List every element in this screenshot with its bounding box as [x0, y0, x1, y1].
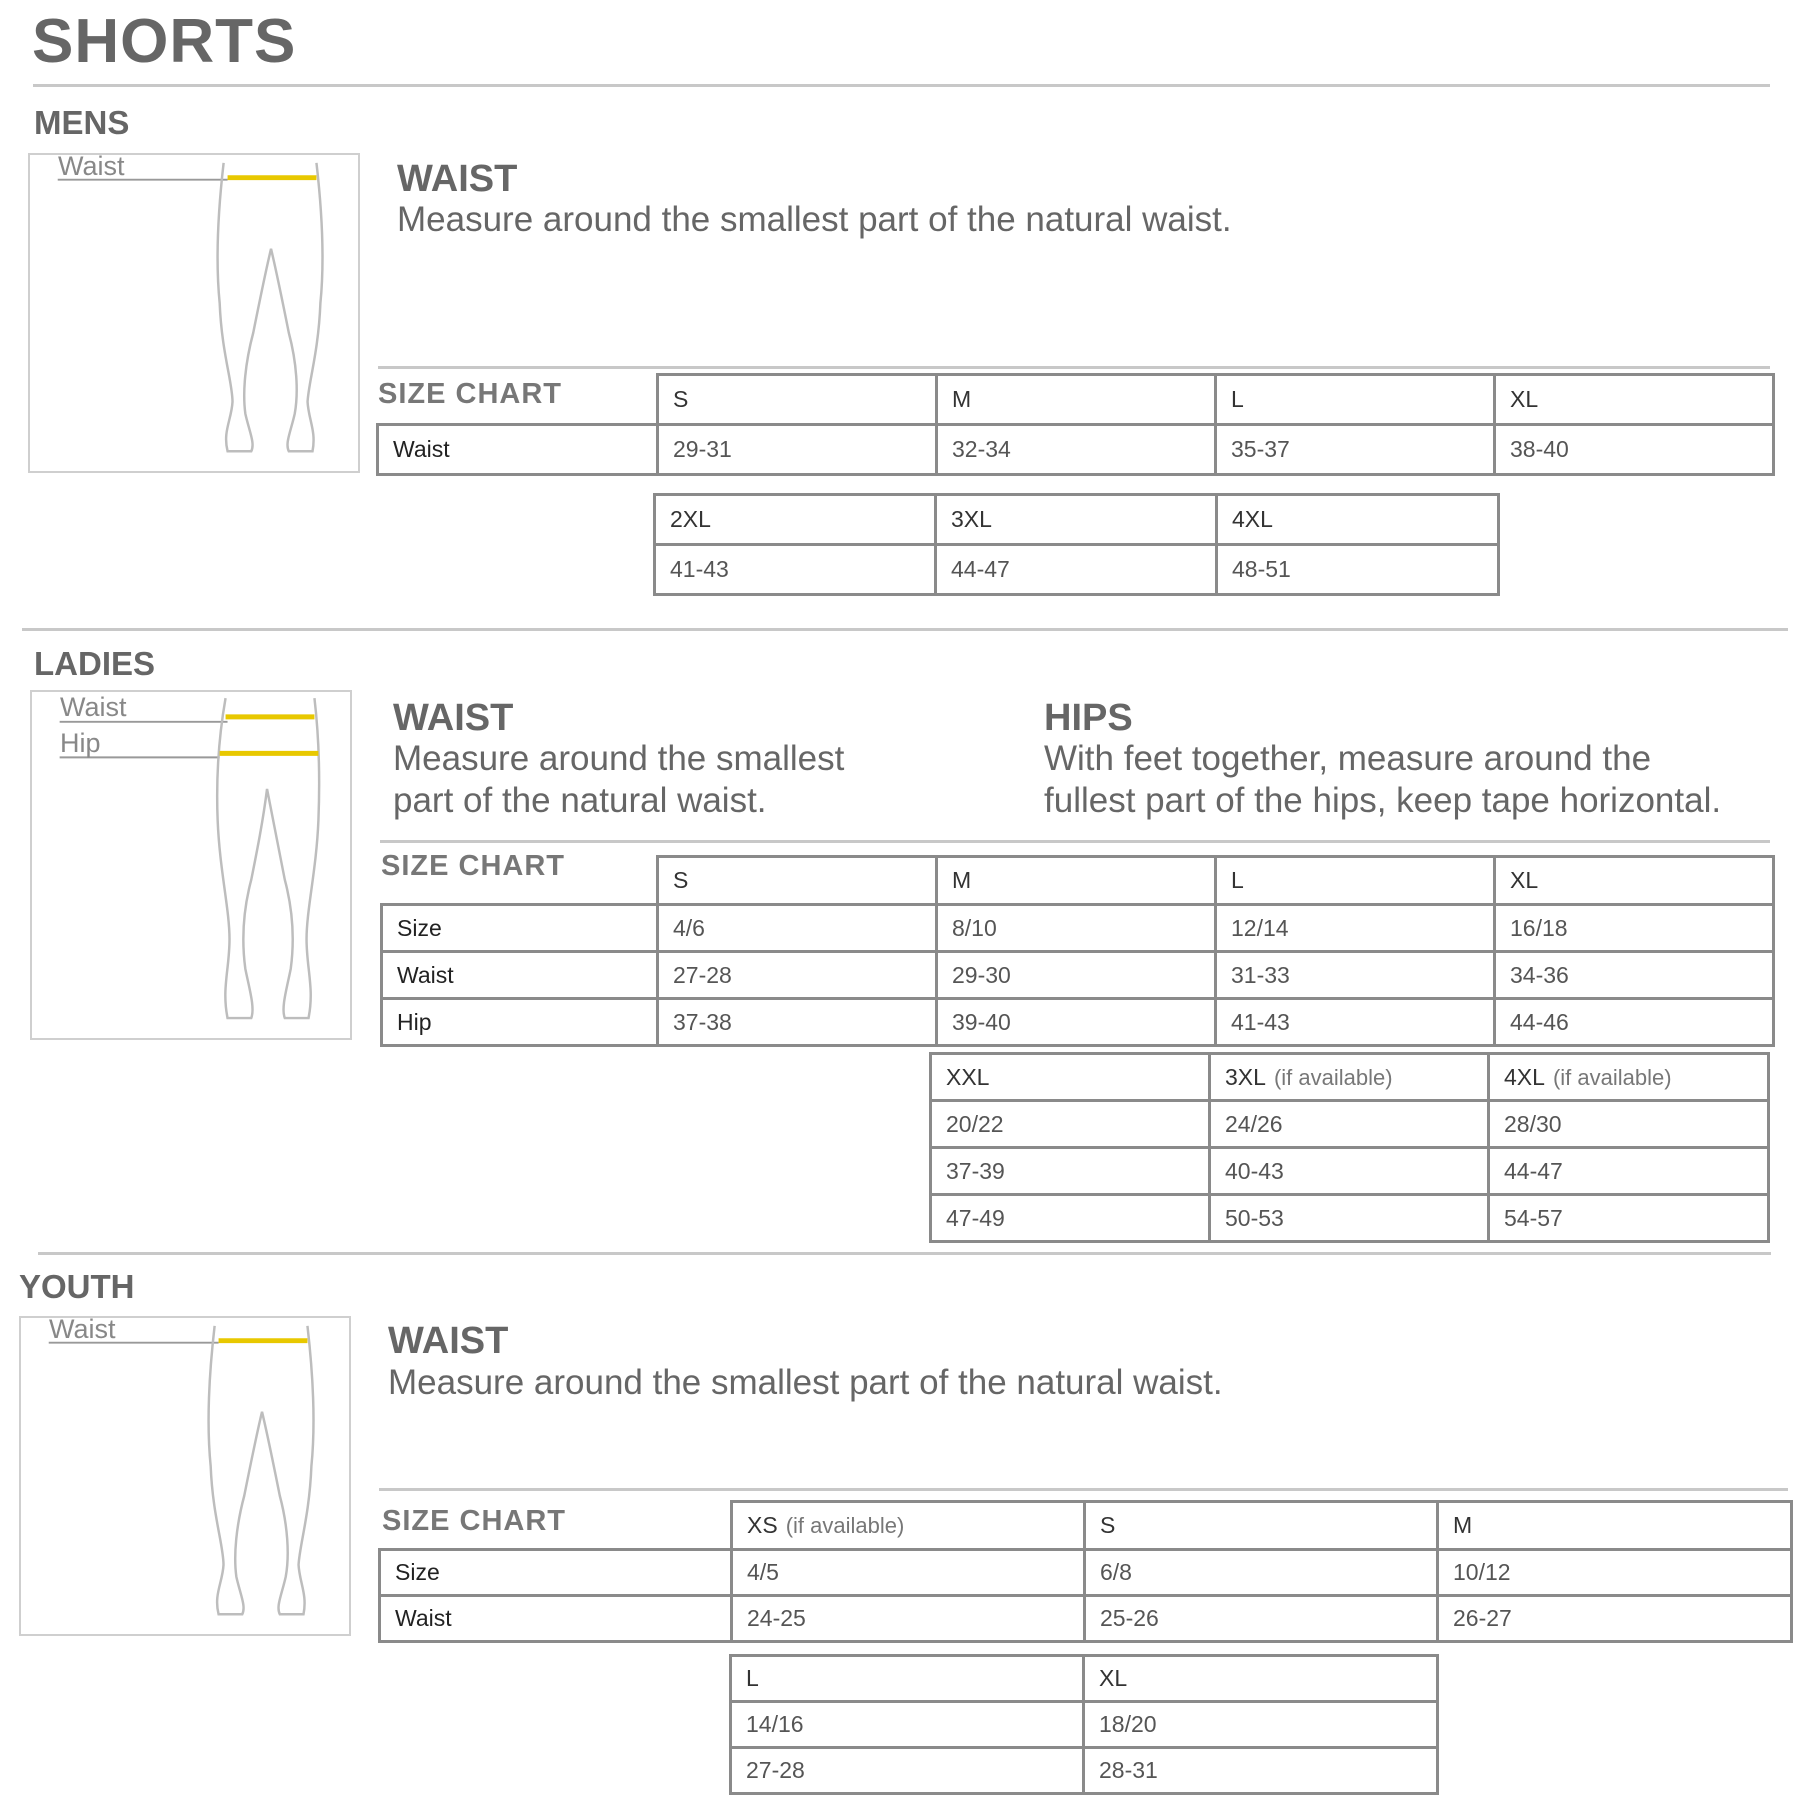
- size-header: L: [1216, 375, 1495, 425]
- table-cell: 6/8: [1085, 1550, 1438, 1596]
- availability-note: (if available): [1552, 1064, 1672, 1090]
- table-cell: 44-46: [1495, 999, 1774, 1046]
- size-header: S: [1085, 1502, 1438, 1550]
- row-label: Waist: [382, 952, 658, 999]
- row-label: Waist: [378, 425, 658, 475]
- row-label: Size: [380, 1550, 732, 1596]
- table-corner: [380, 1502, 732, 1550]
- table-cell: 12/14: [1216, 905, 1495, 952]
- mens-waist-heading: WAIST: [397, 158, 518, 200]
- mens-size-table: [376, 373, 1775, 476]
- mens-chart-divider: [378, 366, 1770, 369]
- figure-label-waist: Waist: [58, 151, 125, 181]
- table-cell: 54-57: [1489, 1195, 1769, 1242]
- ladies-size-table: [380, 855, 1775, 1047]
- section-divider: [38, 1252, 1771, 1255]
- youth-size-table: [378, 1500, 1793, 1643]
- table-cell: 16/18: [1495, 905, 1774, 952]
- youth-chart-label: SIZE CHART: [382, 1505, 566, 1537]
- table-cell: 38-40: [1495, 425, 1774, 475]
- row-label: Size: [382, 905, 658, 952]
- size-header: 2XL: [655, 495, 936, 545]
- table-corner: [378, 375, 658, 425]
- page-title: SHORTS: [32, 7, 297, 76]
- size-header: 4XL: [1217, 495, 1499, 545]
- size-header: XS (if available): [732, 1502, 1085, 1550]
- table-cell: 31-33: [1216, 952, 1495, 999]
- table-cell: 40-43: [1210, 1148, 1489, 1195]
- table-cell: 44-47: [936, 545, 1217, 595]
- figure-label-waist: Waist: [49, 1314, 116, 1344]
- table-cell: 25-26: [1085, 1596, 1438, 1642]
- table-cell: 37-38: [658, 999, 937, 1046]
- ladies-section-title: LADIES: [34, 645, 156, 682]
- table-cell: 32-34: [937, 425, 1216, 475]
- youth-waist-text: Measure around the smallest part of the natural waist.: [388, 1363, 1223, 1402]
- table-cell: 35-37: [1216, 425, 1495, 475]
- youth-chart-divider: [379, 1488, 1788, 1491]
- table-cell: 41-43: [655, 545, 936, 595]
- table-cell: 8/10: [937, 905, 1216, 952]
- size-header: M: [937, 375, 1216, 425]
- ladies-hips-text-line2: fullest part of the hips, keep tape horizontal.: [1044, 781, 1722, 820]
- table-cell: 29-31: [658, 425, 937, 475]
- figure-label-hip: Hip: [60, 728, 101, 758]
- size-header: L: [1216, 857, 1495, 905]
- size-header: XXL: [931, 1054, 1210, 1101]
- size-header: 4XL (if available): [1489, 1054, 1769, 1101]
- youth-extended-size-table: [729, 1654, 1439, 1795]
- youth-waist-heading: WAIST: [388, 1320, 509, 1362]
- table-cell: 24-25: [732, 1596, 1085, 1642]
- ladies-chart-label: SIZE CHART: [381, 850, 565, 882]
- youth-section-title: YOUTH: [19, 1268, 135, 1305]
- size-header: 3XL: [936, 495, 1217, 545]
- table-cell: 37-39: [931, 1148, 1210, 1195]
- section-divider: [22, 628, 1788, 631]
- table-cell: 4/6: [658, 905, 937, 952]
- table-cell: 26-27: [1438, 1596, 1792, 1642]
- ladies-waist-text-line1: Measure around the smallest: [393, 739, 845, 778]
- table-cell: 28-31: [1084, 1748, 1438, 1794]
- table-cell: 48-51: [1217, 545, 1499, 595]
- ladies-waist-text-line2: part of the natural waist.: [393, 781, 767, 820]
- size-header: XL: [1495, 857, 1774, 905]
- size-header: S: [658, 857, 937, 905]
- size-header: XL: [1084, 1656, 1438, 1702]
- mens-extended-size-table: [653, 493, 1500, 596]
- size-header: 3XL (if available): [1210, 1054, 1489, 1101]
- table-cell: 18/20: [1084, 1702, 1438, 1748]
- table-cell: 34-36: [1495, 952, 1774, 999]
- table-cell: 41-43: [1216, 999, 1495, 1046]
- row-label: Hip: [382, 999, 658, 1046]
- title-divider: [33, 84, 1770, 87]
- size-header: L: [731, 1656, 1084, 1702]
- table-cell: 47-49: [931, 1195, 1210, 1242]
- table-cell: 27-28: [658, 952, 937, 999]
- legs-illustration: [21, 1318, 349, 1634]
- availability-note: (if available): [1273, 1064, 1393, 1090]
- table-cell: 24/26: [1210, 1101, 1489, 1148]
- ladies-extended-size-table: [929, 1052, 1770, 1243]
- table-cell: 39-40: [937, 999, 1216, 1046]
- table-cell: 29-30: [937, 952, 1216, 999]
- youth-measure-figure: [19, 1316, 351, 1636]
- ladies-waist-heading: WAIST: [393, 697, 514, 739]
- size-header: XL: [1495, 375, 1774, 425]
- size-header: M: [1438, 1502, 1792, 1550]
- mens-measure-figure: [28, 153, 360, 473]
- size-header: M: [937, 857, 1216, 905]
- ladies-hips-text-line1: With feet together, measure around the: [1044, 739, 1652, 778]
- table-cell: 27-28: [731, 1748, 1084, 1794]
- table-corner: [382, 857, 658, 905]
- ladies-hips-heading: HIPS: [1044, 697, 1133, 739]
- table-cell: 14/16: [731, 1702, 1084, 1748]
- table-cell: 44-47: [1489, 1148, 1769, 1195]
- ladies-chart-divider: [380, 840, 1770, 843]
- mens-chart-label: SIZE CHART: [378, 378, 562, 410]
- table-cell: 4/5: [732, 1550, 1085, 1596]
- ladies-measure-figure: [30, 690, 352, 1040]
- legs-illustration: [30, 155, 358, 471]
- table-cell: 20/22: [931, 1101, 1210, 1148]
- mens-section-title: MENS: [34, 104, 130, 141]
- table-cell: 50-53: [1210, 1195, 1489, 1242]
- table-cell: 28/30: [1489, 1101, 1769, 1148]
- availability-note: (if available): [785, 1513, 905, 1538]
- table-cell: 10/12: [1438, 1550, 1792, 1596]
- row-label: Waist: [380, 1596, 732, 1642]
- figure-label-waist: Waist: [60, 692, 127, 722]
- size-header: S: [658, 375, 937, 425]
- mens-waist-text: Measure around the smallest part of the natural waist.: [397, 200, 1232, 239]
